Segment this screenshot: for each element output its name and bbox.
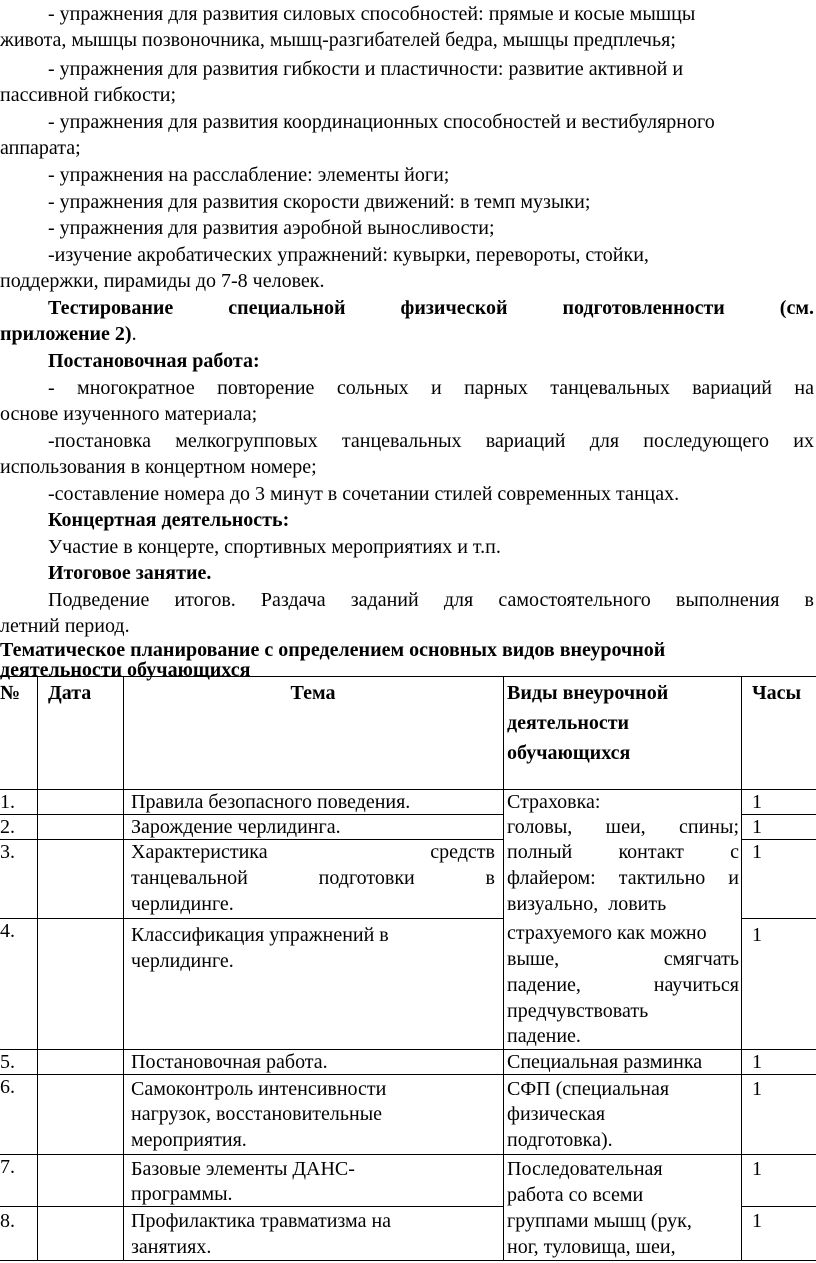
- word: выполнения: [675, 589, 780, 611]
- word: визуально,: [507, 893, 599, 915]
- paragraph-line: основе изученного материала;: [0, 403, 258, 425]
- row-topic: [131, 865, 495, 891]
- word: ловить: [608, 893, 667, 915]
- kinds-text: страхуемого как можно: [507, 922, 707, 944]
- period: .: [131, 323, 137, 345]
- word: парных: [464, 377, 528, 399]
- row-topic: Профилактика травматизма на: [131, 1210, 392, 1232]
- kinds-text: [507, 891, 666, 917]
- word: подготовки: [318, 867, 415, 889]
- word: -постановка: [48, 430, 152, 452]
- col-divider: [123, 676, 124, 1261]
- word: для: [589, 430, 620, 452]
- word: итогов.: [174, 589, 236, 611]
- row-hours: 1: [752, 924, 762, 946]
- word: в: [804, 589, 814, 611]
- paragraph-line: Участие в концерте, спортивных мероприятиях и т.п.: [48, 536, 501, 558]
- row-topic: нагрузок, восстановительные: [131, 1103, 383, 1125]
- word: шеи,: [605, 816, 646, 838]
- word: спины;: [679, 816, 739, 838]
- testing-heading: [48, 296, 814, 320]
- paragraph-line: летний период.: [0, 615, 130, 637]
- row-hours: 1: [752, 1078, 762, 1100]
- row-num: 4.: [0, 920, 15, 942]
- heading-word: физической: [400, 297, 508, 319]
- staging-heading: Постановочная работа:: [48, 350, 260, 372]
- word: на: [794, 377, 814, 399]
- row-topic: программы.: [131, 1183, 233, 1205]
- col-divider: [37, 676, 38, 1261]
- paragraph-line-justified: [48, 376, 814, 400]
- header-topic: Тема: [290, 682, 336, 704]
- word: выше,: [507, 948, 560, 970]
- word: и: [431, 377, 442, 399]
- word: Раздача: [260, 589, 326, 611]
- paragraph-line: - упражнения для развития координационных способностей и вестибулярного: [48, 111, 715, 133]
- row-topic: занятиях.: [131, 1236, 212, 1258]
- row-hours: 1: [752, 841, 762, 863]
- word: заданий: [350, 589, 419, 611]
- word: головы,: [507, 816, 573, 838]
- header-num: №: [0, 682, 21, 704]
- word: контакт: [618, 841, 684, 863]
- word: мелкогрупповых: [175, 430, 318, 452]
- col-divider: [741, 676, 742, 1261]
- row-topic: Самоконтроль интенсивности: [131, 1078, 387, 1100]
- heading-word: (см.: [779, 297, 814, 319]
- word: вариаций: [692, 377, 772, 399]
- word: и: [728, 867, 739, 889]
- row-num: 7.: [0, 1156, 15, 1178]
- word: Подведение: [48, 589, 150, 611]
- header-kinds: деятельности: [507, 712, 630, 734]
- kinds-text: падение.: [507, 1025, 581, 1047]
- word: Характеристика: [131, 841, 268, 863]
- kinds-text: группами мышц (рук,: [507, 1210, 692, 1232]
- concert-heading: Концертная деятельность:: [48, 509, 290, 531]
- word: смягчать: [663, 948, 739, 970]
- row-topic: черлидинге.: [131, 893, 234, 915]
- word: танцевальных: [341, 430, 462, 452]
- kinds-text: [507, 972, 739, 998]
- row-num: 6.: [0, 1076, 15, 1098]
- header-date: Дата: [48, 682, 92, 704]
- row-topic: Правила безопасного поведения.: [131, 791, 411, 813]
- row-kinds: СФП (специальная: [507, 1078, 670, 1100]
- kinds-text: предчувствовать: [507, 1000, 649, 1022]
- row-hours: 1: [752, 1158, 762, 1180]
- row-kinds: Специальная разминка: [507, 1051, 703, 1073]
- paragraph-line: использования в концертном номере;: [0, 456, 317, 478]
- word: научиться: [653, 974, 739, 996]
- heading-word: специальной: [228, 297, 346, 319]
- word: повторение: [217, 377, 315, 399]
- word: многократное: [77, 377, 195, 399]
- paragraph-line: аппарата;: [0, 137, 81, 159]
- paragraph-line: -изучение акробатических упражнений: кувырки, перевороты, стойки,: [48, 244, 649, 266]
- word: средств: [430, 841, 495, 863]
- paragraph-line: - упражнения для развития аэробной выносливости;: [48, 217, 495, 239]
- kinds-text: [507, 946, 739, 972]
- testing-heading-cont: [0, 322, 137, 346]
- kinds-text: ног, туловища, шеи,: [507, 1236, 676, 1258]
- word: для: [443, 589, 474, 611]
- row-num: 2.: [0, 816, 15, 838]
- word: тактильно: [618, 867, 706, 889]
- header-kinds: Виды внеурочной: [507, 682, 669, 704]
- word: вариаций: [485, 430, 566, 452]
- word: в: [485, 867, 495, 889]
- row-topic: Базовые элементы ДАНС-: [131, 1158, 355, 1180]
- paragraph-line: пассивной гибкости;: [0, 84, 177, 106]
- paragraph-line: - упражнения для развития силовых способностей: прямые и косые мышцы: [48, 3, 696, 25]
- row-kinds: подготовка).: [507, 1129, 613, 1151]
- kinds-text: работа со всеми: [507, 1184, 644, 1206]
- paragraph-line: поддержки, пирамиды до 7-8 человек.: [0, 270, 325, 292]
- section-title: Тематическое планирование с определением основных видов внеурочной: [0, 639, 666, 661]
- word: с: [730, 841, 739, 863]
- word: полный: [507, 841, 573, 863]
- row-num: 8.: [0, 1210, 15, 1232]
- row-num: 1.: [0, 791, 15, 813]
- col-divider: [503, 676, 504, 1261]
- paragraph-line: - упражнения на расслабление: элементы йоги;: [48, 164, 450, 186]
- row-kinds: физическая: [507, 1103, 606, 1125]
- word: сольных: [336, 377, 409, 399]
- word: самостоятельного: [498, 589, 651, 611]
- row-divider: [0, 918, 503, 919]
- row-hours: 1: [752, 1210, 762, 1232]
- row-num: 3.: [0, 841, 15, 863]
- row-topic: [131, 839, 495, 865]
- word: -: [48, 377, 55, 399]
- row-hours: 1: [752, 791, 762, 813]
- word: флайером:: [507, 867, 596, 889]
- row-topic: Постановочная работа.: [131, 1051, 328, 1073]
- final-lesson-heading: Итоговое занятие.: [48, 562, 212, 584]
- word: их: [793, 430, 814, 452]
- paragraph-line: живота, мышцы позвоночника, мышц-разгибателей бедра, мышцы предплечья;: [0, 29, 676, 51]
- row-divider: [741, 918, 816, 919]
- row-topic: мероприятия.: [131, 1129, 247, 1151]
- paragraph-line: - упражнения для развития скорости движений: в темп музыки;: [48, 191, 591, 213]
- paragraph-line: -составление номера до 3 минут в сочетании стилей современных танцах.: [48, 483, 680, 505]
- word: последующего: [643, 430, 770, 452]
- word: танцевальной: [131, 867, 248, 889]
- word: танцевальных: [550, 377, 670, 399]
- kinds-text: Последовательная: [507, 1158, 663, 1180]
- paragraph-line: - упражнения для развития гибкости и пластичности: развитие активной и: [48, 58, 684, 80]
- appendix-ref: приложение 2): [0, 323, 132, 345]
- kinds-text: [507, 865, 739, 891]
- heading-word: Тестирование: [48, 297, 174, 319]
- word: падение,: [507, 974, 581, 996]
- paragraph-line-justified: [48, 588, 814, 612]
- row-topic: черлидинге.: [131, 950, 234, 972]
- header-hours: Часы: [752, 682, 802, 704]
- header-kinds: обучающихся: [507, 742, 631, 764]
- row-divider: [741, 1206, 816, 1207]
- row-topic: Классификация упражнений в: [131, 924, 389, 946]
- row-num: 5.: [0, 1051, 15, 1073]
- row-topic: Зарождение черлидинга.: [131, 816, 341, 838]
- paragraph-line-justified: [48, 429, 814, 453]
- row-hours: 1: [752, 816, 762, 838]
- row-hours: 1: [752, 1051, 762, 1073]
- kinds-text: [507, 839, 739, 865]
- section-title: деятельности обучающихся: [0, 659, 251, 681]
- heading-word: подготовленности: [562, 297, 725, 319]
- row-divider: [0, 1206, 503, 1207]
- kinds-text: [507, 814, 739, 840]
- kinds-text: Страховка:: [507, 791, 601, 813]
